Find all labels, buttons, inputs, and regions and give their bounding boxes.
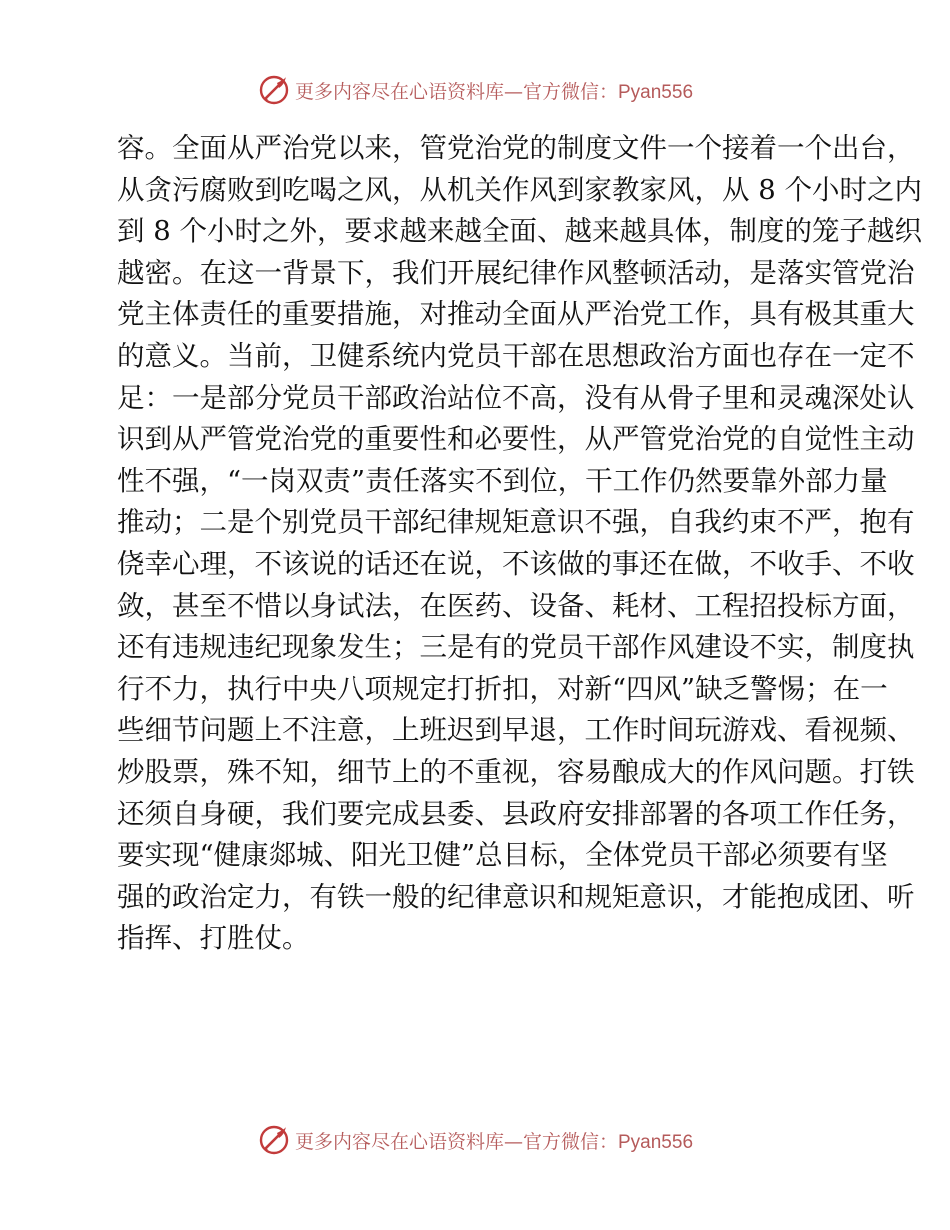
footer-banner <box>0 1120 950 1160</box>
body-line: 指挥、打胜仗。 <box>117 922 310 955</box>
quill-pen-logo-icon <box>257 73 291 107</box>
body-line: 要实现“健康郯城、阳光卫健”总目标，全体党员干部必须要有坚 <box>117 839 888 872</box>
footer-banner-handle: Pyan556 <box>618 1131 694 1153</box>
body-line: 越密。在这一背景下，我们开展纪律作风整顿活动，是落实管党治 <box>117 256 915 289</box>
body-line: 还须自身硬，我们要完成县委、县政府安排部署的各项工作任务， <box>117 797 915 830</box>
body-line: 些细节问题上不注意，上班迟到早退，工作时间玩游戏、看视频、 <box>117 714 915 747</box>
body-line: 识到从严管党治党的重要性和必要性，从严管党治党的自觉性主动 <box>117 423 915 456</box>
body-line: 还有违规违纪现象发生；三是有的党员干部作风建设不实，制度执 <box>117 631 915 664</box>
body-line: 党主体责任的重要措施，对推动全面从严治党工作，具有极其重大 <box>117 298 915 331</box>
body-line: 炒股票，殊不知，细节上的不重视，容易酿成大的作风问题。打铁 <box>117 755 915 788</box>
body-line: 足：一是部分党员干部政治站位不高，没有从骨子里和灵魂深处认 <box>117 381 915 414</box>
body-line: 敛，甚至不惜以身试法，在医药、设备、耗材、工程招投标方面， <box>117 589 915 622</box>
body-line: 容。全面从严治党以来，管党治党的制度文件一个接着一个出台， <box>117 132 915 164</box>
document-body <box>117 128 922 960</box>
body-line: 性不强，“一岗双责”责任落实不到位，干工作仍然要靠外部力量 <box>117 464 888 497</box>
header-banner-handle: Pyan556 <box>618 81 694 103</box>
body-line: 的意义。当前，卫健系统内党员干部在思想政治方面也存在一定不 <box>117 339 915 372</box>
header-banner <box>0 70 950 110</box>
body-line: 推动；二是个别党员干部纪律规矩意识不强，自我约束不严，抱有 <box>117 506 915 539</box>
body-line: 强的政治定力，有铁一般的纪律意识和规矩意识，才能抱成团、听 <box>117 880 915 913</box>
quill-pen-logo-icon <box>257 1123 291 1157</box>
body-line: 到 8 个小时之外，要求越来越全面、越来越具体，制度的笼子越织 <box>117 215 922 248</box>
body-line: 侥幸心理，不该说的话还在说，不该做的事还在做，不收手、不收 <box>117 547 915 580</box>
body-line: 行不力，执行中央八项规定打折扣，对新“四风”缺乏警惕；在一 <box>117 672 888 705</box>
header-banner-text: 更多内容尽在心语资料库—官方微信：Pyan556 <box>294 80 694 103</box>
footer-banner-text: 更多内容尽在心语资料库—官方微信：Pyan556 <box>294 1130 694 1153</box>
body-line: 从贪污腐败到吃喝之风，从机关作风到家教家风，从 8 个小时之内 <box>117 173 922 206</box>
